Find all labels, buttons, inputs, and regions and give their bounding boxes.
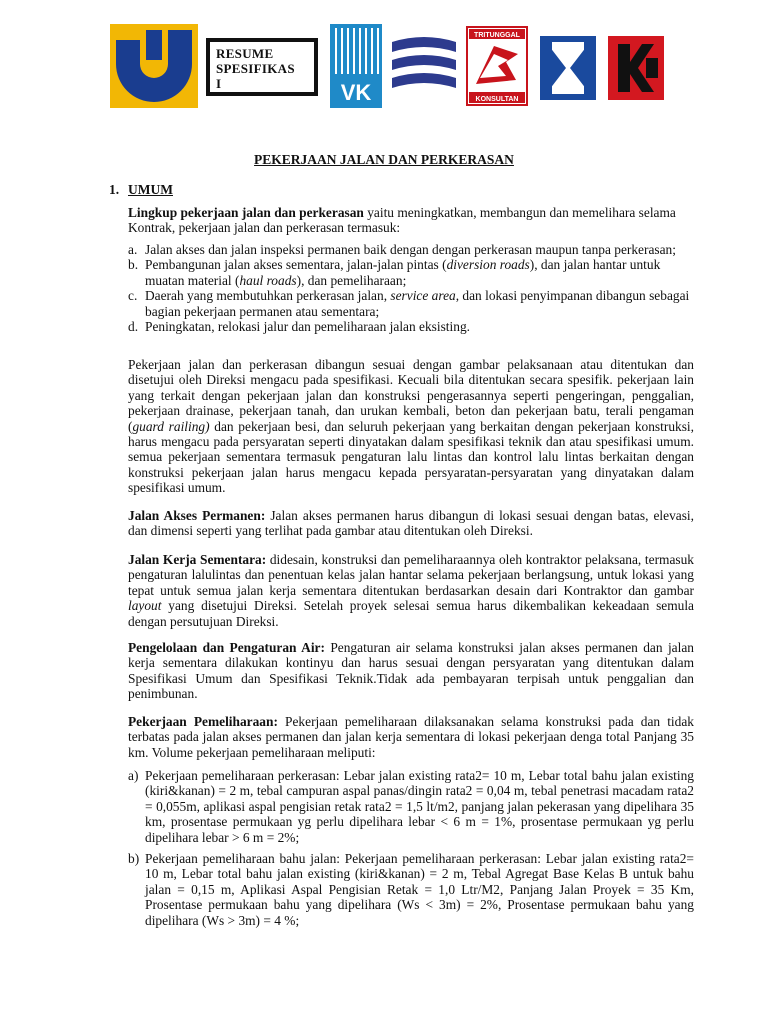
list-item [128,257,694,288]
para-text: didesain, konstruksi dan pemeliharaannya oleh kontraktor pelaksana, termasuk pengaturan lalulintas dan penentuan kelas jalan hantar selama pekerjaan berlangsung, untuk lokasi yang tepat untuk semua jalan kerja sementara ditentukan berdasarkan desain dari Kontraktor dan gambar [128,552,694,598]
list-marker: a) [128,768,139,783]
list-item [128,319,694,334]
intro-paragraph [128,205,694,236]
list-text: Jalan akses dan jalan inspeksi permanen baik dengan dengan perkerasan maupun tanpa perkerasan; [145,242,676,257]
pu-logo [110,24,198,108]
paragraph-jalan-akses [128,508,694,539]
para-italic: layout [128,598,162,614]
list-text: Peningkatan, relokasi jalur dan pemeliharaan jalan eksisting. [145,319,470,335]
para-heading: Jalan Kerja Sementara: [128,552,267,567]
list-text: Pekerjaan pemeliharaan perkerasan: Lebar jalan existing rata2= 10 m, Lebar total bahu jalan existing (kiri&kanan) = 2 m, tebal campuran aspal panas/dingin rata2 = 0,04 m, tebal penetrasi macadam rata2 = 0,055m, aplikasi aspal pengisian retak rata2 = 1,5 lt/m2, panjang jalan pekerasan yang dipelihara 35 km, prosentase permukaan yg perlu dipelihara lebar < 6 m = 1%, prosentase permukaan yg perlu dipelihara lebar > 6 m = 2%; [145,768,694,845]
vk-logo [330,24,382,108]
list-text: Pekerjaan pemeliharaan bahu jalan: Pekerjaan pemeliharaan perkerasan: Lebar jalan existing rata2= 10 m, Lebar total bahu jalan existing (kiri&kanan) = 2 m, Tebal Agregat Base Kelas B untuk bahu jalan = 0,15 m, Aplikasi Aspal Pengisian Retak = 1,0 Ltr/M2, Panjang Jalan Proyek = 35 Km, Prosentase permukaan bahu yang dipelihara (Ws < 3m) = 2%, Prosentase permukaan bahu yang dipelihara (Ws > 3m) = 4 %; [145,851,694,928]
list-marker: a. [128,242,138,257]
para-text: Jalan akses permanen harus dibangun di lokasi sesuai dengan batas, elevasi, dan dimensi seperti yang terlihat pada gambar atau ditentukan oleh Direksi. [128,508,694,539]
section-number: 1. [109,182,120,197]
para-text: Pekerjaan jalan dan perkerasan dibangun sesuai dengan gambar pelaksanaan atau ditentukan dan disetujui oleh Direksi mengacu pada spesifikasi. Kecuali bila ditentukan secara spesifik. pekerjaan lain yang terkait dengan pekerjaan jalan dan konstruksi pengerasannya seperti pengeringan, penggalian, pekerjaan drainase, pekerjaan tanah, dan urukan kembali, beton dan pekerjaan batu, terali pengaman ( [128,357,694,434]
wave-logo [392,34,456,100]
paragraph-pengelolaan-air [128,640,694,702]
vk-logo-text: VK [340,80,372,105]
tritunggal-bottom-text: KONSULTAN [475,96,519,103]
list-text: Pembangunan jalan akses sementara, jalan-jalan pintas ( [145,257,447,273]
list-text: ), dan jalan hantar untuk muatan material ( [145,257,661,288]
paragraph-jalan-kerja [128,552,694,629]
para-text: Pekerjaan pemeliharaan dilaksanakan selama konstruksi pada dan tidak terbatas pada jalan akses permanen dan jalan kerja sementara di lokasi pekerjaan denga total Panjang 35 km. Volume pekerjaan pemeliharaan meliputi: [128,714,694,760]
list-text: ), dan pemeliharaan; [296,272,407,288]
para-heading: Jalan Akses Permanen: [128,508,266,523]
scope-list [128,242,694,334]
document-title: PEKERJAAN JALAN DAN PERKERASAN [254,152,514,167]
intro-rest: yaitu meningkatkan, membangun dan memelihara selama Kontrak, pekerjaan jalan dan perkerasan termasuk: [128,205,676,236]
list-italic: haul roads [239,272,297,288]
para-text: dan pekerjaan besi, dan seluruh pekerjaan yang berkaitan dengan pekerjaan konstruksi, harus mengacu pada persyaratan seperti dinyatakan dalam spesifikasi teknik dan atau spesifikasi umum. semua pekerjaan sementara termasuk pengaturan lalu lintas dan kontrol lalu lintas berkaitan dengan konstruksi pekerjaan jalan harus mengacu kepada persyaratan-persyaratan yang dinyatakan dalam spesifikasi umum. [128,418,694,496]
section-heading [109,182,173,198]
list-item [128,288,694,319]
list-item [128,851,694,928]
list-item [128,768,694,845]
resume-line-3: I [216,76,222,91]
list-item [128,242,694,257]
maintenance-list [128,768,694,928]
list-marker: d. [128,319,139,335]
list-italic: service area [390,288,456,304]
kh-logo [608,36,664,100]
list-marker: b. [128,257,139,273]
section-label: UMUM [128,182,173,197]
para-heading: Pengelolaan dan Pengaturan Air: [128,640,325,655]
kk-logo [540,36,596,100]
list-marker: c. [128,288,138,304]
paragraph-pemeliharaan [128,714,694,760]
paragraph-general [128,357,694,496]
para-text: yang disetujui Direksi. Setelah proyek selesai semua harus dikembalikan kekeadaan semula dengan persutujuan Direksi. [128,598,694,629]
para-text: Pengaturan air selama konstruksi jalan akses permanen dan jalan kerja sementara dilakukan kontinyu dan harus sesuai dengan persyaratan yang ditentukan dalam Spesifikasi Umum dan Spesifikasi Teknik.Tidak ada pembayaran terpisah untuk penggalian dan penimbunan. [128,640,694,702]
intro-bold: Lingkup pekerjaan jalan dan perkerasan [128,205,364,220]
para-italic: guard railing) [132,418,210,434]
list-italic: diversion roads [446,257,530,273]
list-text: Daerah yang membutuhkan perkerasan jalan, [145,288,391,304]
list-text: , dan lokasi penyimpanan dibangun sebagai bagian pekerjaan permanen atau sementara; [145,288,690,319]
list-marker: b) [128,851,140,867]
para-heading: Pekerjaan Pemeliharaan: [128,714,278,729]
tritunggal-top-text: TRITUNGGAL [474,32,520,39]
resume-line-1: RESUME [216,46,274,61]
resume-line-2: SPESIFIKAS [216,61,295,76]
tritunggal-logo [466,26,528,106]
resume-box [206,38,318,96]
